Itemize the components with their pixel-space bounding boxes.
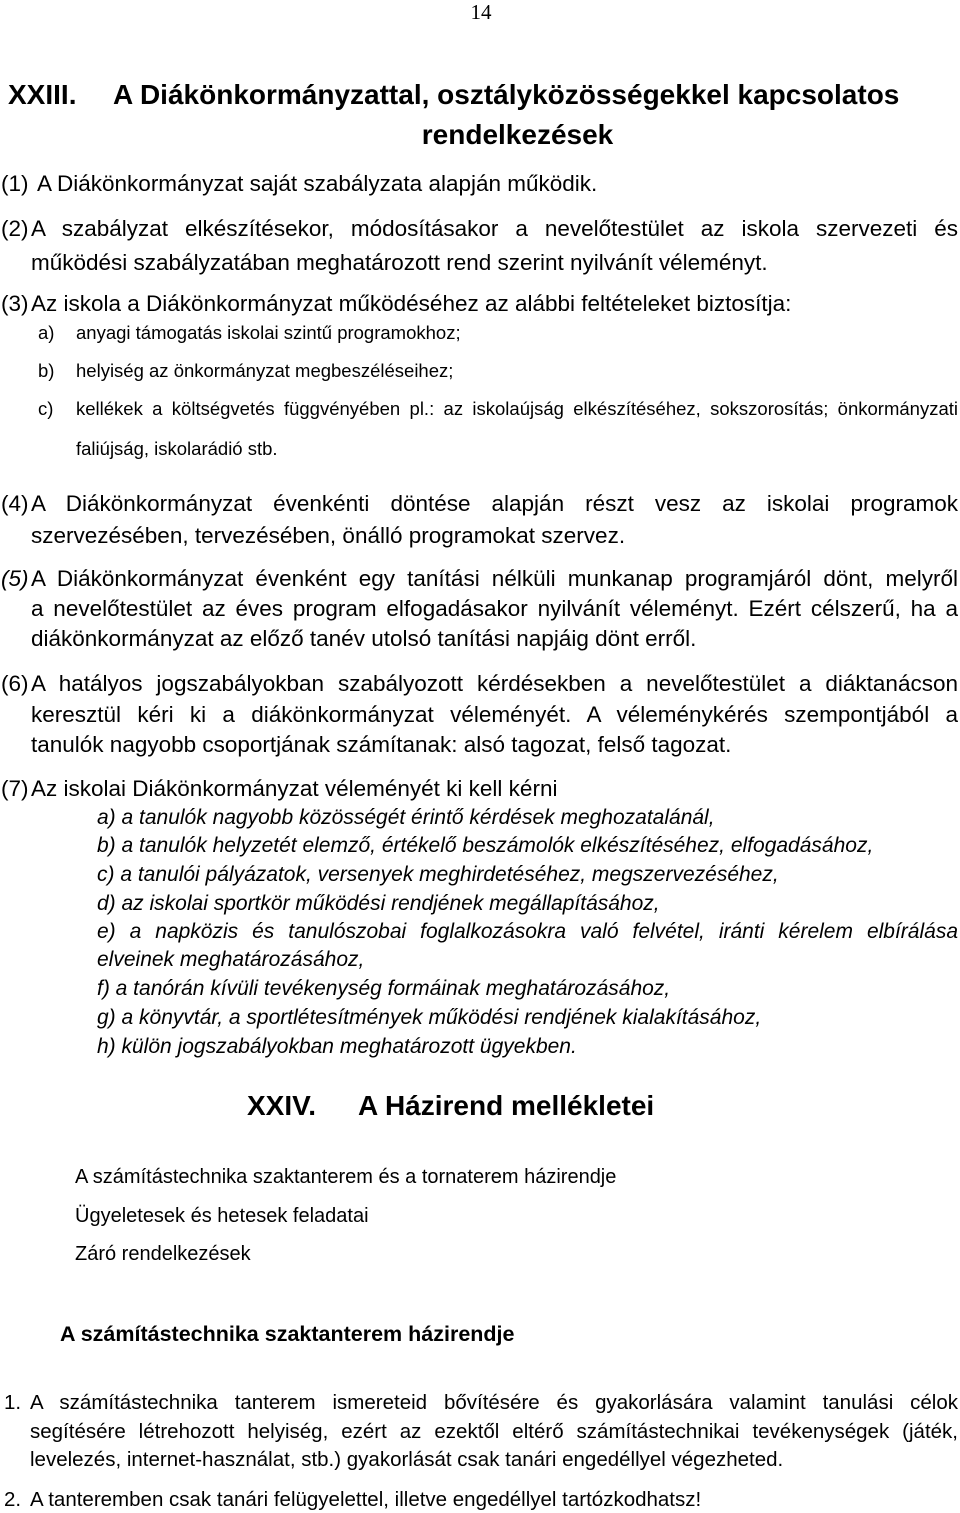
paragraph-label: (5) [1, 566, 29, 591]
list-item-line: helyiség az önkormányzat megbeszéléseihez; [76, 360, 454, 381]
paragraph-label: (3) [1, 291, 29, 316]
rule-line: levelezés, internet-használat, stb.) gyakorlását csak tanári engedéllyel végezheted. [30, 1448, 784, 1471]
attachment-item: Ügyeletesek és hetesek feladatai [75, 1205, 369, 1227]
rule-number: 2. [4, 1488, 22, 1511]
list-marker: b) [38, 360, 55, 381]
rule-line: A tanteremben csak tanári felügyelettel, illetve engedéllyel tartózkodhatsz! [30, 1488, 702, 1511]
paragraph-label: (6) [1, 671, 29, 696]
list-item-line: h) külön jogszabályokban meghatározott ügyekben. [97, 1035, 577, 1058]
list-item-line: anyagi támogatás iskolai szintű programokhoz; [76, 322, 461, 343]
section-title: A Házirend mellékletei [358, 1090, 655, 1121]
list-item-line: kellékek a költségvetés függvényében pl.: az iskolaújság elkészítéséhez, sokszorosítás; önkormányzati [76, 398, 958, 419]
paragraph-line: működési szabályzatában meghatározott rend szerint nyilvánít véleményt. [31, 250, 768, 275]
paragraph-line: A Diákönkormányzat évenként egy tanítási nélküli munkanap programjáról dönt, melyről [31, 566, 958, 591]
paragraph-line: diákönkormányzat az előző tanév utolsó tanítási napjáig dönt erről. [31, 626, 697, 651]
paragraph-line: A Diákönkormányzat évenkénti döntése alapján részt vesz az iskolai programok [31, 491, 958, 516]
section-title-continued: rendelkezések [421, 119, 614, 150]
paragraph-line: A szabályzat elkészítésekor, módosításakor a nevelőtestület az iskola szervezeti és [31, 216, 958, 241]
section-title: A Diákönkormányzattal, osztályközösségekkel kapcsolatos [113, 79, 900, 110]
list-item-line: g) a könyvtár, a sportlétesítmények működési rendjének kialakításához, [97, 1006, 762, 1029]
list-marker: c) [38, 398, 54, 419]
list-item-line: elveinek meghatározásához, [97, 948, 365, 971]
paragraph-label: (2) [1, 216, 29, 241]
paragraph-line: Az iskola a Diákönkormányzat működéséhez az alábbi feltételeket biztosítja: [31, 291, 792, 316]
list-item-line: c) a tanulói pályázatok, versenyek meghirdetéséhez, megszervezéséhez, [97, 863, 779, 886]
list-item-line: e) a napközis és tanulószobai foglalkozásokra való felvétel, iránti kérelem elbírálása [97, 920, 958, 943]
list-item-line: b) a tanulók helyzetét elemző, értékelő beszámolók elkészítéséhez, elfogadásához, [97, 834, 874, 857]
rule-number: 1. [4, 1391, 22, 1414]
list-item-line: d) az iskolai sportkör működési rendjének megállapításához, [97, 892, 660, 915]
paragraph-line: a nevelőtestület az éves program elfogadásakor nyilvánít véleményt. Ezért célszerű, ha a [31, 596, 958, 621]
paragraph-line: keresztül kéri ki a diákönkormányzat véleményét. A véleménykérés szempontjából a [31, 702, 958, 727]
paragraph-line: Az iskolai Diákönkormányzat véleményét ki kell kérni [31, 776, 558, 801]
list-item-line: f) a tanórán kívüli tevékenység formáinak meghatározásához, [97, 977, 671, 1000]
section-number: XXIV. [247, 1090, 317, 1121]
paragraph-label: (1) [1, 171, 29, 196]
section-number: XXIII. [8, 79, 77, 110]
rule-line: A számítástechnika tanterem ismereteid bővítésére és gyakorlására valamint tanulási célok [30, 1391, 958, 1414]
attachment-item: A számítástechnika szaktanterem és a tornaterem házirendje [75, 1166, 617, 1188]
list-item-line: faliújság, iskolarádió stb. [76, 438, 278, 459]
rule-line: segítésére létrehozott helyiség, ezért az ezektől eltérő számítástechnikai tevékenységek (játék, [30, 1420, 958, 1443]
paragraph-line: A Diákönkormányzat saját szabályzata alapján működik. [37, 171, 598, 196]
page-number: 14 [470, 0, 492, 24]
paragraph-label: (4) [1, 491, 29, 516]
list-item-line: a) a tanulók nagyobb közösségét érintő kérdések meghozatalánál, [97, 806, 715, 829]
attachment-item: Záró rendelkezések [75, 1243, 251, 1265]
subheading: A számítástechnika szaktanterem házirendje [60, 1322, 515, 1346]
list-marker: a) [38, 322, 55, 343]
paragraph-line: szervezésében, tervezésében, önálló programokat szervez. [31, 523, 626, 548]
paragraph-line: A hatályos jogszabályokban szabályozott kérdésekben a nevelőtestület a diáktanácson [31, 671, 958, 696]
paragraph-line: tanulók nagyobb csoportjának számítanak: alsó tagozat, felső tagozat. [31, 732, 732, 757]
paragraph-label: (7) [1, 776, 29, 801]
